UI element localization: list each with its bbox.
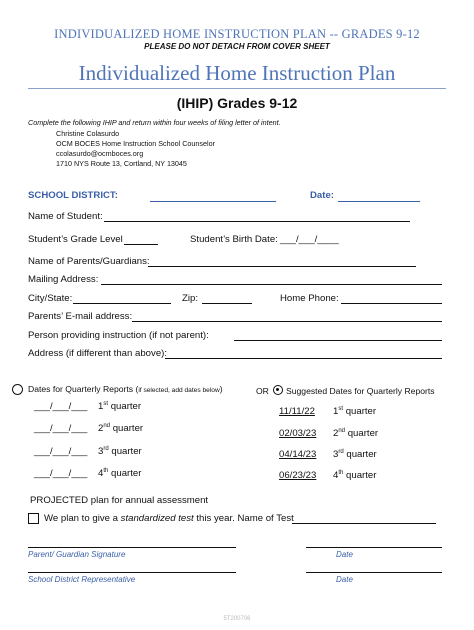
- school-district-label: SCHOOL DISTRICT:: [28, 190, 118, 201]
- sq4-num: 4: [333, 470, 339, 482]
- city-state-field[interactable]: [73, 303, 171, 304]
- home-phone-label: Home Phone:: [280, 293, 339, 304]
- parents-field[interactable]: [148, 266, 416, 267]
- header-line2: PLEASE DO NOT DETACH FROM COVER SHEET: [144, 42, 330, 51]
- parents-email-label: Parents’ E-mail address:: [28, 311, 133, 322]
- q1-sup: st: [103, 401, 109, 407]
- parents-label: Name of Parents/Guardians:: [28, 256, 150, 267]
- custom-dates-close: ): [219, 384, 223, 394]
- parent-signature-line[interactable]: [28, 547, 236, 548]
- footer-code: 5T200706: [223, 616, 251, 622]
- parents-email-field[interactable]: [132, 321, 442, 322]
- custom-dates-label: [28, 384, 223, 394]
- birth-date-field[interactable]: ___/___/____: [280, 234, 339, 245]
- suggested-q2-label: [333, 428, 378, 439]
- sq3-num: 3: [333, 449, 339, 461]
- parent-date-label: Date: [336, 550, 353, 559]
- date-label: Date:: [310, 190, 334, 201]
- alt-address-field[interactable]: [165, 358, 442, 359]
- district-date-line[interactable]: [306, 572, 442, 573]
- q1-word: quarter: [110, 401, 142, 413]
- suggested-q4-label: [333, 470, 376, 481]
- student-name-label: Name of Student:: [28, 211, 103, 222]
- contact-email: ccolasurdo@ocmboces.org: [56, 149, 144, 158]
- contact-address: 1710 NYS Route 13, Cortland, NY 13045: [56, 159, 187, 168]
- sq4-sup: th: [338, 470, 344, 476]
- q3-label: [98, 446, 142, 457]
- suggested-date-1: 11/11/22: [279, 406, 315, 417]
- header-line1: INDIVIDUALIZED HOME INSTRUCTION PLAN -- GRADES 9-12: [54, 27, 420, 41]
- suggested-q1-label: [333, 406, 376, 417]
- sq2-num: 2: [333, 428, 339, 440]
- district-rep-label: School District Representative: [28, 575, 136, 584]
- sq3-sup: rd: [338, 449, 344, 455]
- q2-num: 2: [98, 423, 104, 435]
- q2-word: quarter: [112, 423, 144, 435]
- sq4-word: quarter: [346, 470, 377, 482]
- q2-label: [98, 423, 143, 434]
- test-name-field[interactable]: [292, 523, 436, 524]
- instructor-label: Person providing instruction (if not parent):: [28, 330, 209, 341]
- district-rep-line[interactable]: [28, 572, 236, 573]
- suggested-dates-radio[interactable]: [273, 385, 283, 395]
- district-date-label: Date: [336, 575, 353, 584]
- home-phone-field[interactable]: [341, 303, 442, 304]
- grade-level-label: Student’s Grade Level: [28, 234, 123, 245]
- page-subtitle: (IHIP) Grades 9-12: [176, 95, 298, 111]
- q3-date-field[interactable]: ___/___/___: [34, 446, 88, 457]
- alt-address-label: Address (if different than above):: [28, 348, 168, 359]
- suggested-date-4: 06/23/23: [279, 470, 317, 481]
- custom-dates-note: if selected, add dates below: [138, 387, 220, 394]
- sq2-word: quarter: [347, 428, 379, 440]
- birth-date-label: Student’s Birth Date:: [190, 234, 278, 245]
- test-pre: We plan to give a: [44, 513, 118, 524]
- suggested-date-3: 04/14/23: [279, 449, 317, 460]
- instructor-field[interactable]: [234, 340, 442, 341]
- contact-name: Christine Colasurdo: [56, 129, 120, 138]
- contact-role: OCM BOCES Home Instruction School Counselor: [56, 139, 215, 148]
- sq1-sup: st: [338, 406, 344, 412]
- sq1-num: 1: [333, 406, 339, 418]
- mailing-address-label: Mailing Address:: [28, 274, 99, 285]
- q4-word: quarter: [111, 468, 142, 480]
- test-em: standardized test: [120, 513, 194, 524]
- suggested-date-2: 02/03/23: [279, 428, 317, 439]
- parent-signature-label: Parent/ Guardian Signature: [28, 550, 126, 559]
- title-rule: [28, 88, 446, 89]
- instructions-text: Complete the following IHIP and return within four weeks of filing letter of intent.: [28, 118, 281, 127]
- suggested-dates-label: Suggested Dates for Quarterly Reports: [286, 386, 435, 396]
- sq3-word: quarter: [346, 449, 377, 461]
- suggested-q3-label: [333, 449, 377, 460]
- date-field[interactable]: [338, 201, 420, 202]
- q2-sup: nd: [103, 423, 111, 429]
- projected-plan-label: PROJECTED plan for annual assessment: [30, 495, 209, 506]
- q4-label: [98, 468, 141, 479]
- q4-sup: th: [103, 468, 109, 474]
- sq2-sup: nd: [338, 428, 346, 434]
- q1-date-field[interactable]: ___/___/___: [34, 401, 88, 412]
- student-name-field[interactable]: [104, 221, 410, 222]
- q1-label: [98, 401, 141, 412]
- q3-sup: rd: [103, 446, 109, 452]
- standardized-test-checkbox[interactable]: [28, 513, 39, 524]
- q2-date-field[interactable]: ___/___/___: [34, 423, 88, 434]
- mailing-address-field[interactable]: [101, 284, 442, 285]
- q3-word: quarter: [111, 446, 142, 458]
- page-title: Individualized Home Instruction Plan: [78, 61, 396, 85]
- zip-label: Zip:: [182, 293, 198, 304]
- grade-level-field[interactable]: [124, 244, 158, 245]
- city-state-label: City/State:: [28, 293, 73, 304]
- parent-date-line[interactable]: [306, 547, 442, 548]
- standardized-test-label: [44, 513, 294, 524]
- test-post: this year. Name of Test: [196, 513, 294, 524]
- q4-num: 4: [98, 468, 104, 480]
- sq1-word: quarter: [345, 406, 377, 418]
- q1-num: 1: [98, 401, 104, 413]
- school-district-field[interactable]: [150, 201, 276, 202]
- custom-dates-text: Dates for Quarterly Reports (: [28, 384, 139, 394]
- q4-date-field[interactable]: ___/___/___: [34, 468, 88, 479]
- zip-field[interactable]: [202, 303, 252, 304]
- or-label: OR: [256, 386, 269, 396]
- q3-num: 3: [98, 446, 104, 458]
- custom-dates-radio[interactable]: [12, 384, 23, 395]
